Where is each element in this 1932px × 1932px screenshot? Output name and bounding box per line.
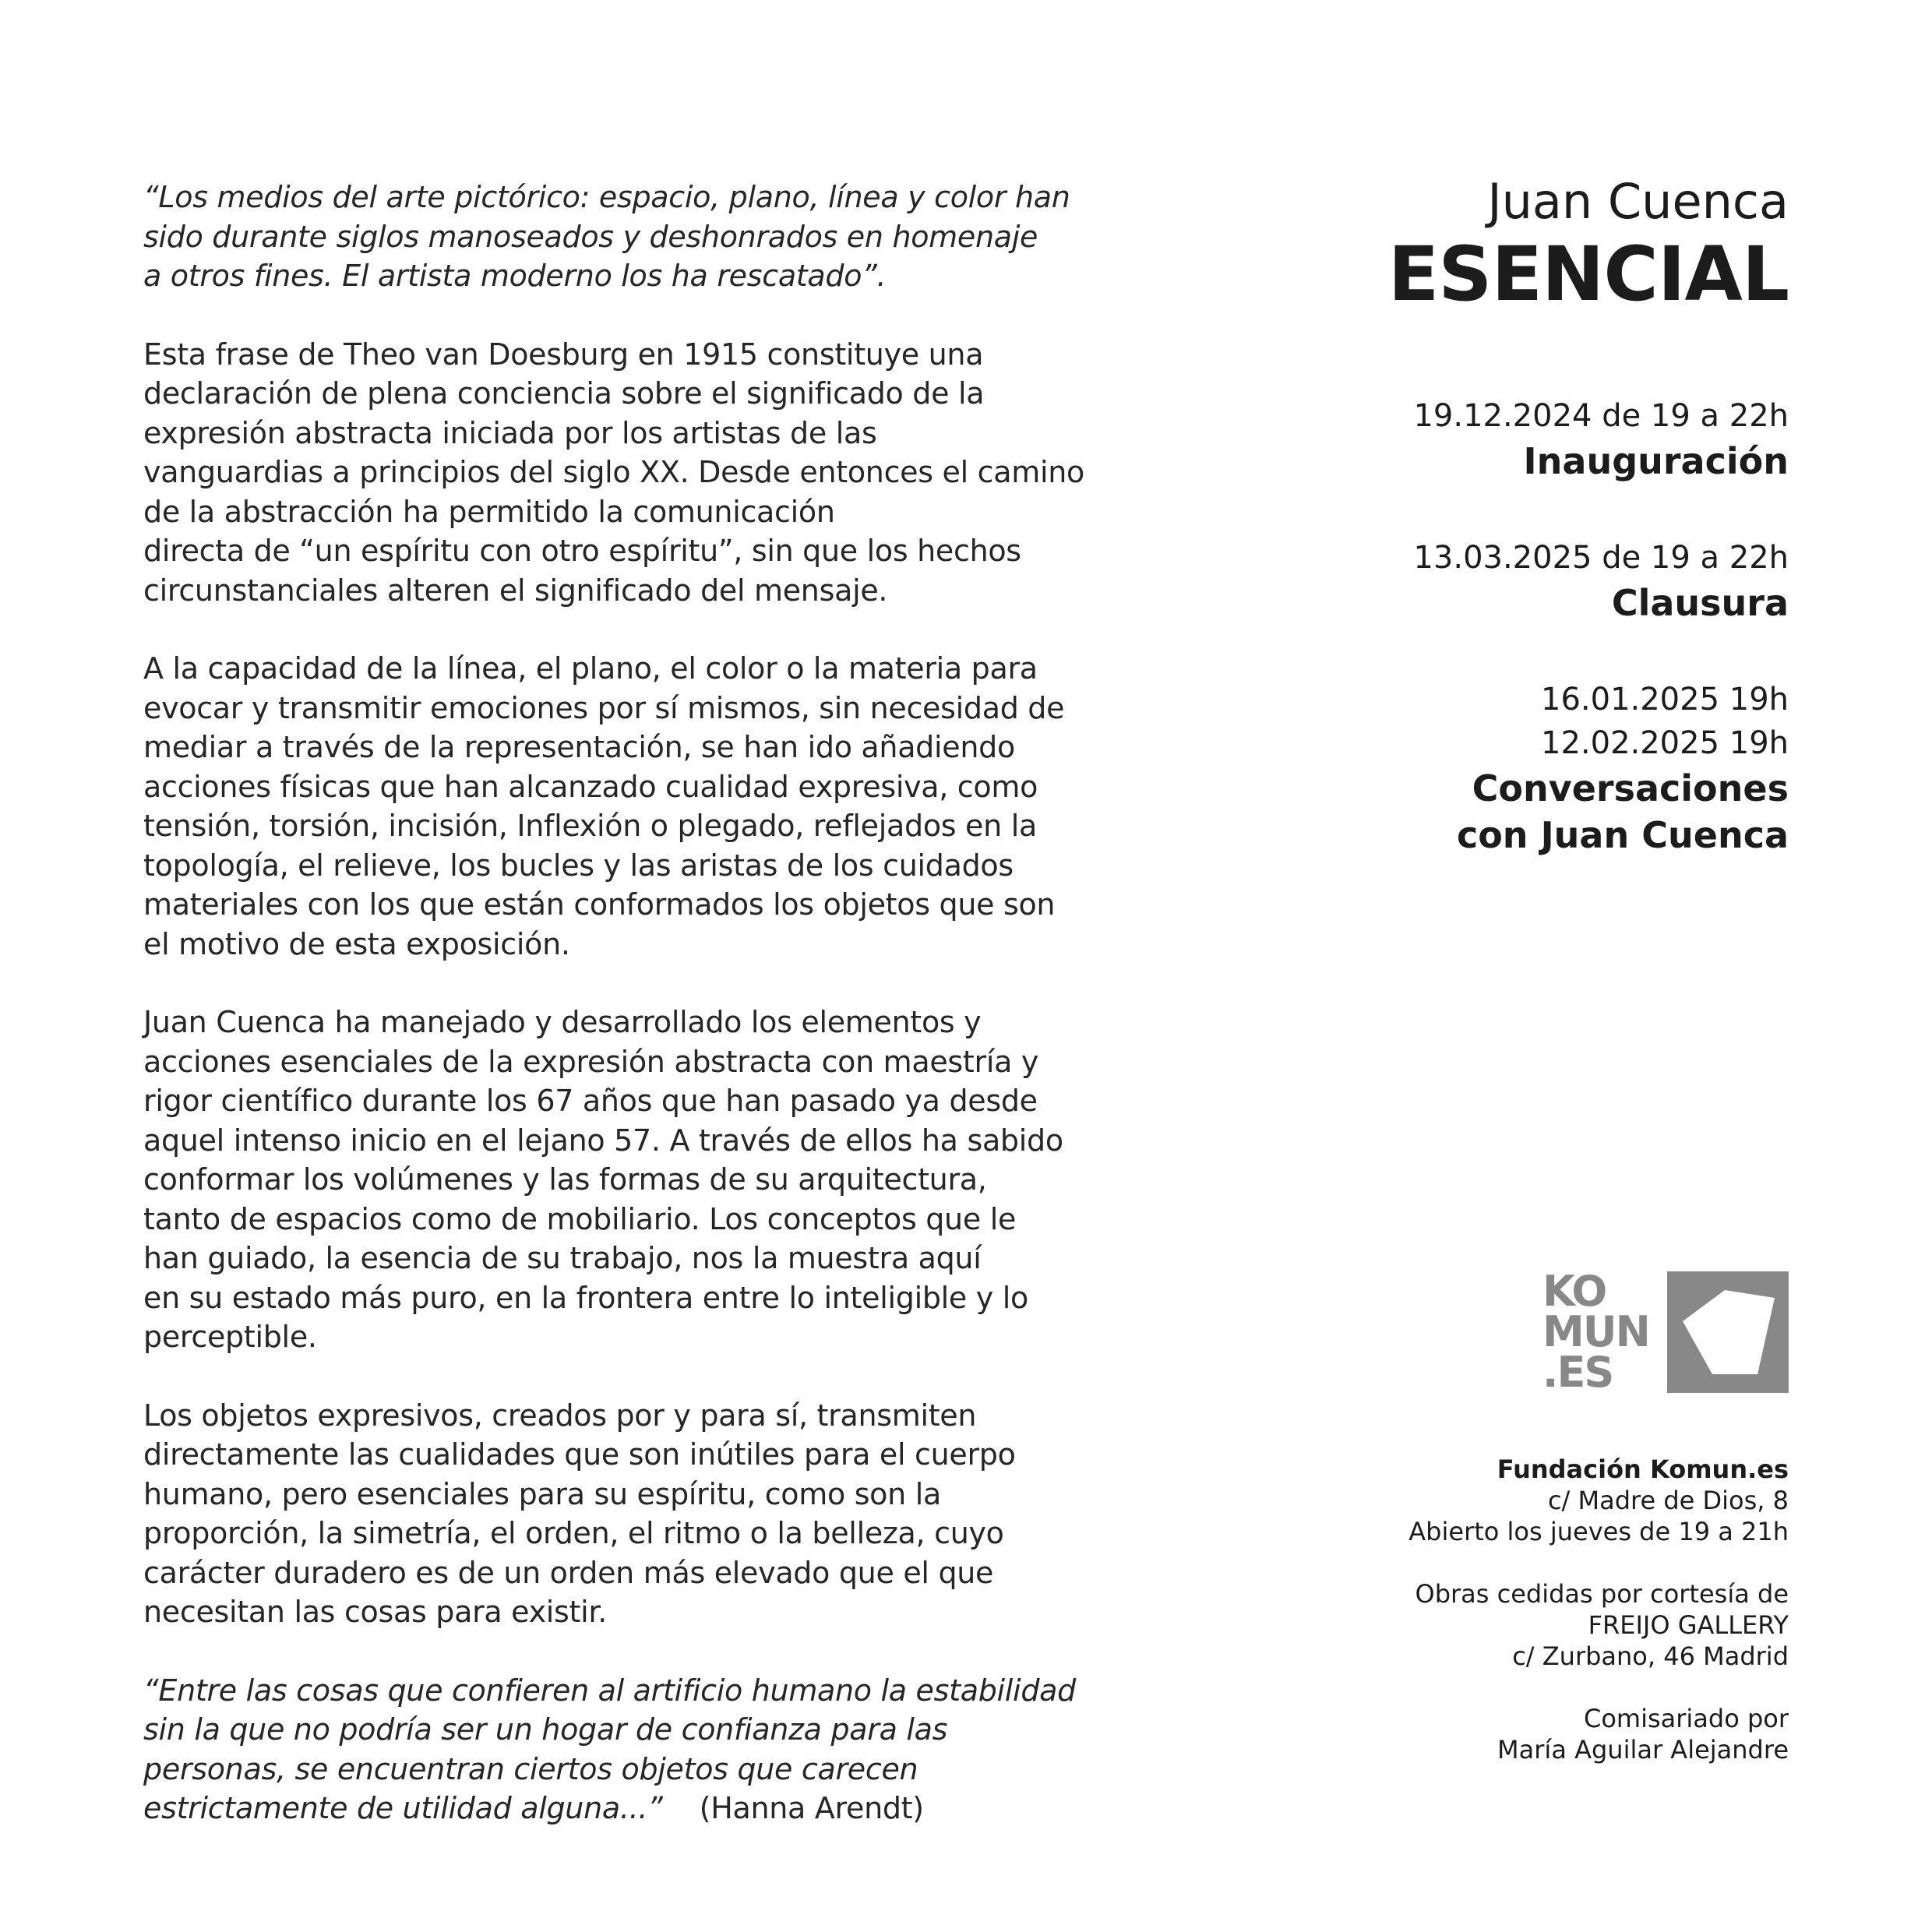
venue-hours: Abierto los jueves de 19 a 21h: [1408, 1517, 1789, 1546]
opening-quote: “Los medios del arte pictórico: espacio, plano, línea y color han sido durante siglos manoseados y deshonrados en homenaje a otros fines. El artista moderno los ha rescatado”.: [143, 180, 1070, 293]
essay-paragraph: Esta frase de Theo van Doesburg en 1915 constituye una declaración de plena conciencia sobre el significado de la expresión abstracta iniciada por los artistas de las vanguardias a principios del siglo XX. Desde entonces el camino de la abstracción ha permitido la comunicación directa de “un espíritu con otro espíritu”, sin que los hechos circunstanciales alteren el significado del mensaje.: [143, 337, 1084, 608]
venue-address: c/ Madre de Dios, 8: [1547, 1486, 1789, 1515]
credits-gallery: FREIJO GALLERY: [1588, 1610, 1789, 1640]
event-date: 16.01.2025 19h 12.02.2025 19h: [1541, 682, 1789, 761]
logo-wordmark: [1542, 1267, 1669, 1397]
venue-info: [1243, 1454, 1789, 1796]
pentagon-logo-icon: [1667, 1271, 1789, 1393]
event-name: Clausura: [1611, 582, 1789, 624]
venue-name: Fundación Komun.es: [1497, 1454, 1789, 1484]
credits-block: [1243, 1578, 1789, 1672]
essay-paragraph: A la capacidad de la línea, el plano, el color o la materia para evocar y transmitir emociones por sí mismos, sin necesidad de mediar a través de la representación, se han ido añadiendo acciones físicas que han alcanzado cualidad expresiva, como tensión, torsión, incisión, Inflexión o plegado, reflejados en la topología, el relieve, los bucles y las aristas de los cuidados materiales con los que están conformados los objetos que son el motivo de esta exposición.: [143, 651, 1065, 961]
closing-quote: [143, 1671, 1117, 1828]
event-date: 19.12.2024 de 19 a 22h: [1413, 398, 1789, 434]
essay-column: [143, 178, 1117, 1867]
logo-line: KO: [1542, 1267, 1606, 1316]
logo-line: MUN: [1542, 1307, 1649, 1356]
event-list: [1243, 394, 1789, 858]
closing-quote-author: (Hanna Arendt): [699, 1791, 924, 1825]
event-date: 13.03.2025 de 19 a 22h: [1413, 540, 1789, 576]
event-name: Inauguración: [1523, 440, 1789, 482]
exhibition-info-column: [1243, 173, 1789, 910]
closing-quote-text: “Entre las cosas que confieren al artificio humano la estabilidad sin la que no podría ser un hogar de confianza para las personas, se encuentran ciertos objetos que carecen estrictamente de utilidad alguna...”: [143, 1673, 1076, 1825]
essay-paragraph: Los objetos expresivos, creados por y para sí, transmiten directamente las cualidades que son inútiles para el cuerpo humano, pero esenciales para su espíritu, como son la proporción, la simetría, el orden, el ritmo o la belleza, cuyo carácter duradero es de un orden más elevado que el que necesitan las cosas para existir.: [143, 1398, 1016, 1629]
komun-logo: [1542, 1267, 1789, 1397]
artist-name: Juan Cuenca: [1487, 173, 1789, 230]
event-item: [1243, 394, 1789, 485]
event-name: Conversaciones con Juan Cuenca: [1456, 767, 1789, 856]
event-item: [1243, 678, 1789, 858]
curator-block: [1243, 1703, 1789, 1765]
credits-line: Obras cedidas por cortesía de: [1415, 1579, 1789, 1609]
exhibition-title: ESENCIAL: [1387, 231, 1789, 318]
credits-address: c/ Zurbano, 46 Madrid: [1512, 1641, 1789, 1671]
logo-line: .ES: [1542, 1348, 1613, 1397]
curator-label: Comisariado por: [1583, 1704, 1789, 1733]
essay-paragraph: Juan Cuenca ha manejado y desarrollado los elementos y acciones esenciales de la expresión abstracta con maestría y rigor científico durante los 67 años que han pasado ya desde aquel intenso inicio en el lejano 57. A través de ellos ha sabido conformar los volúmenes y las formas de su arquitectura, tanto de espacios como de mobiliario. Los conceptos que le han guiado, la esencia de su trabajo, nos la muestra aquí en su estado más puro, en la frontera entre lo inteligible y lo perceptible.: [143, 1005, 1063, 1354]
venue-block: [1243, 1454, 1789, 1547]
event-item: [1243, 536, 1789, 626]
curator-name: María Aguilar Alejandre: [1497, 1735, 1789, 1765]
